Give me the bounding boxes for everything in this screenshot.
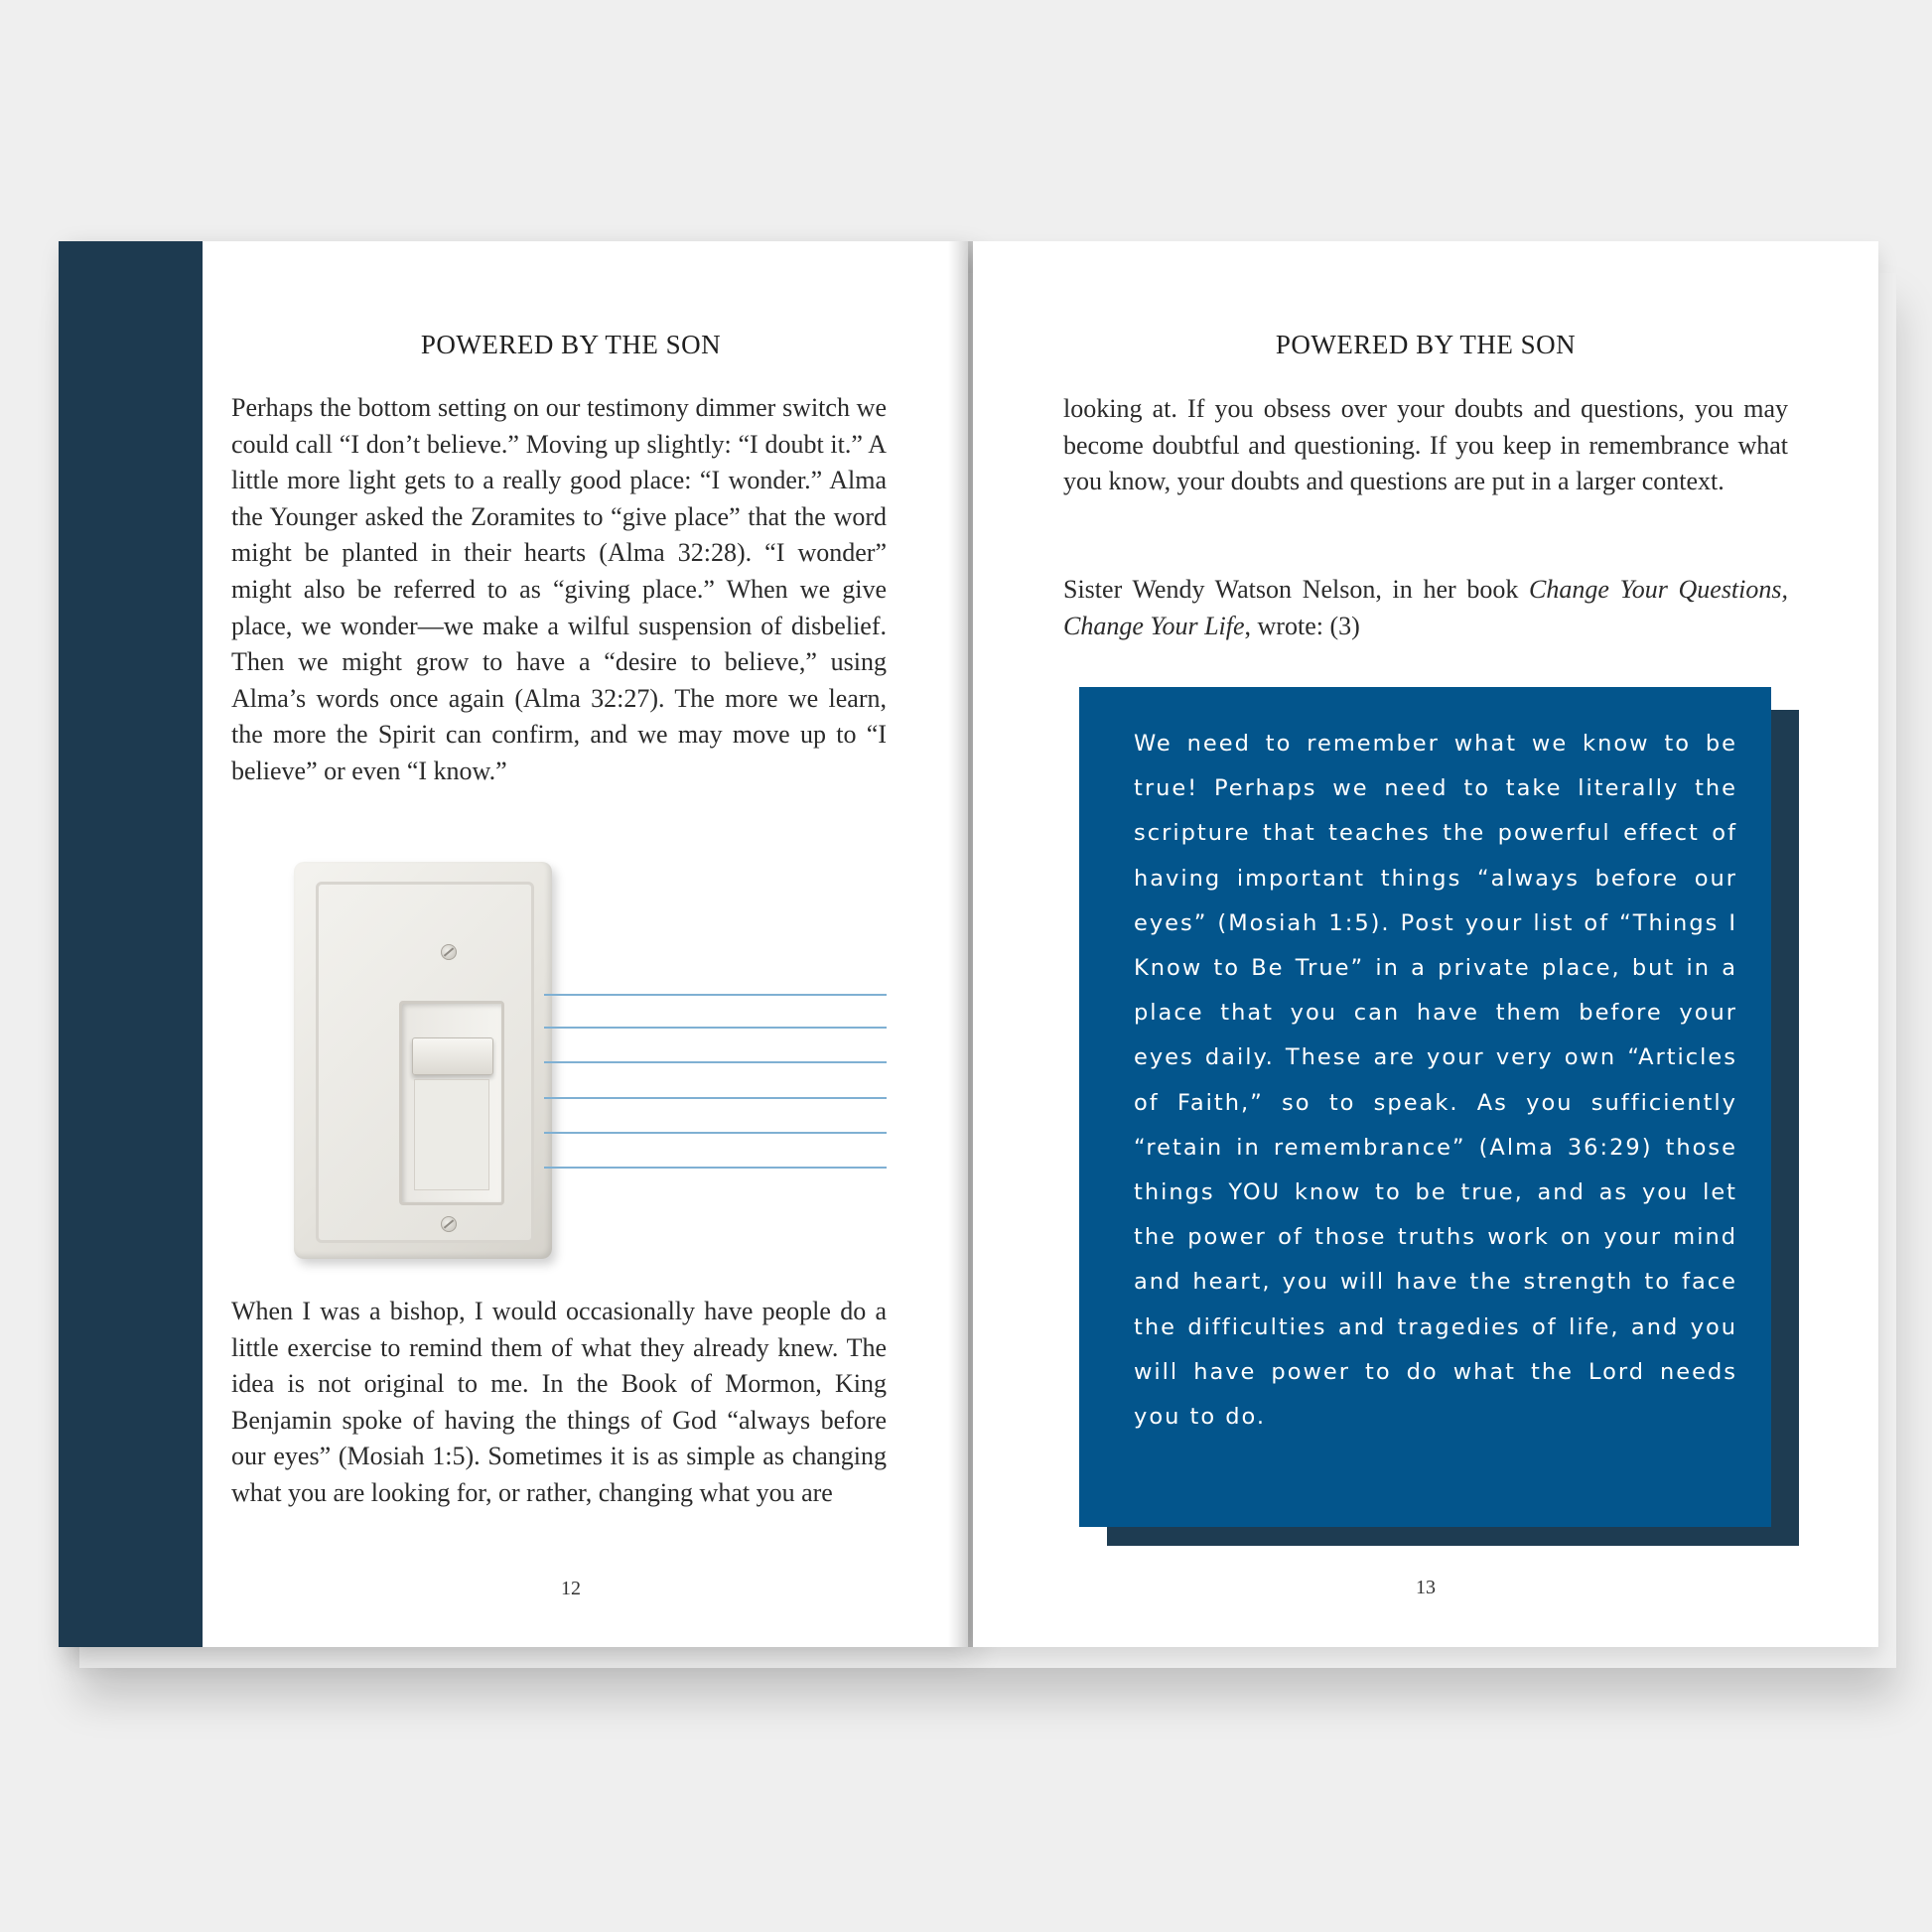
dimmer-line — [544, 1132, 887, 1134]
book-title: Change Your Questions, Change Your Life — [1063, 575, 1789, 640]
right-paragraph-2 — [1063, 572, 1788, 644]
dimmer-slider — [412, 1037, 493, 1075]
left-paragraph-2: When I was a bishop, I would occasionally have people do a little exercise to remind them of what they already knew. The idea is not original to me. In the Book of Mormon, King Benjamin spoke of having the things of God “always before our eyes” (Mosiah 1:5). Sometimes it is as simple as changing what you are looking for, or rather, changing what you are — [231, 1297, 887, 1507]
quote-text: We need to remember what we know to be true! Perhaps we need to take literally the scripture that teaches the powerful effect of having important things “always before our eyes” (Mosiah 1:5). Post your list of “Things I Know to Be True” in a private place, but in a place that you can have them before your eyes daily. These are your very own “Articles of Faith,” so to speak. As you sufficiently “retain in remembrance” (Alma 36:29) those things YOU know to be true, and as you let the power of those truths work on your mind and heart, you will have the strength to face the difficulties and tragedies of life, and you will have power to do what the Lord needs you to do. — [1134, 731, 1737, 1431]
dimmer-switch-illustration — [294, 862, 552, 1259]
left-page-number: 12 — [561, 1578, 581, 1599]
right-page-number: 13 — [1416, 1577, 1436, 1598]
left-paragraph-1: Perhaps the bottom setting on our testimony dimmer switch we could call “I don’t believe.” Moving up slightly: “I doubt it.” A little more light gets to a really good place: “I wonder.” Alma the Younger asked the Zoramites to “give place” that the word might be planted in their hearts (Alma 32:28). “I wonder” might also be referred to as “giving place.” When we give place, we wonder—we make a wilful suspension of disbelief. Then we might grow to have a “desire to believe,” using Alma’s words once again (Alma 32:27). The more we learn, the more the Spirit can confirm, and we may move up to “I believe” or even “I know.” — [231, 393, 887, 785]
cover-edge-band — [59, 241, 203, 1647]
dimmer-line — [544, 1061, 887, 1063]
switch-frame — [399, 1001, 504, 1205]
quote-box — [1079, 687, 1771, 1527]
dimmer-line — [544, 1097, 887, 1099]
left-running-head: POWERED BY THE SON — [420, 330, 722, 359]
dimmer-line — [544, 994, 887, 996]
citation-lead: Sister Wendy Watson Nelson, in her book — [1063, 575, 1530, 604]
right-paragraph-1: looking at. If you obsess over your doubts and questions, you may become doubtful and questioning. If you keep in remembrance what you know, your doubts and questions are put in a larger context. — [1063, 394, 1788, 496]
left-page — [59, 241, 968, 1647]
right-running-head: POWERED BY THE SON — [1275, 330, 1577, 359]
screw-icon — [441, 1216, 457, 1232]
dimmer-line — [544, 1027, 887, 1029]
dimmer-line — [544, 1167, 887, 1169]
switch-plate-inner — [316, 882, 534, 1243]
screw-icon — [441, 944, 457, 960]
dimmer-track — [414, 1079, 489, 1190]
citation-tail: , wrote: (3) — [1244, 611, 1360, 640]
